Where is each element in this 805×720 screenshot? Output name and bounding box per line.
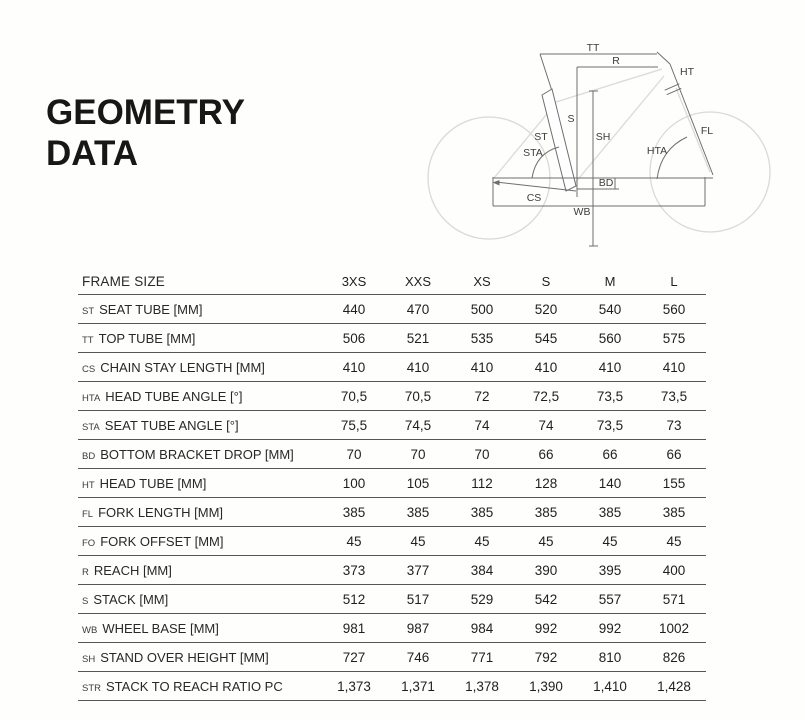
row-abbr: WB [82,624,98,636]
value-cell: 373 [342,562,366,578]
table-row [78,556,706,585]
value-cell: 410 [534,359,558,375]
value-cell: 73,5 [596,417,624,433]
value-cell: 74,5 [404,417,432,433]
s-label: S [567,113,575,125]
table-row [78,498,706,527]
row-label-cell [78,534,322,549]
value-cell: 810 [598,649,622,665]
value-cell: 410 [598,359,622,375]
row-label: SEAT TUBE ANGLE [°] [104,417,239,433]
row-label-cell [78,650,322,665]
value-cell: 535 [470,330,494,346]
st-label: ST [534,131,548,143]
hta-label: HTA [646,145,668,157]
cs-arrowhead [493,180,500,186]
value-cell: 984 [470,620,494,636]
value-cell: 529 [470,591,494,607]
value-cell: 500 [470,301,494,317]
row-label: STACK TO REACH RATIO PC [106,678,283,694]
row-abbr: HTA [82,392,101,404]
value-cell: 45 [602,533,618,549]
row-label-cell [78,389,322,404]
value-cell: 992 [534,620,558,636]
row-abbr: HT [82,479,95,491]
geometry-table [78,268,706,701]
value-cell: 410 [470,359,494,375]
value-cell: 45 [410,533,426,549]
row-label: WHEEL BASE [MM] [102,620,219,636]
row-label-cell [78,621,322,636]
value-cell: 1,371 [401,678,435,694]
row-label-cell [78,476,322,491]
page-title [46,92,245,174]
value-cell: 73 [666,417,682,433]
value-cell: 72 [474,388,490,404]
value-cell: 521 [406,330,430,346]
value-cell: 400 [662,562,686,578]
row-abbr: FL [82,508,94,520]
row-abbr: SH [82,653,96,665]
value-cell: 70 [346,446,362,462]
table-row [78,643,706,672]
value-cell: 45 [474,533,490,549]
row-label-cell [78,418,322,433]
size-header-xxs: XXS [404,273,431,289]
value-cell: 385 [662,504,686,520]
value-cell: 70 [474,446,490,462]
row-abbr: FO [82,537,96,549]
value-cell: 385 [406,504,430,520]
value-cell: 128 [534,475,558,491]
value-cell: 410 [662,359,686,375]
value-cell: 545 [534,330,558,346]
size-header-m: M [604,273,616,289]
value-cell: 70 [410,446,426,462]
value-cell: 987 [406,620,430,636]
value-cell: 66 [602,446,618,462]
value-cell: 385 [342,504,366,520]
table-row [78,672,706,701]
size-header-xs: XS [473,273,491,289]
row-abbr: ST [82,305,95,317]
value-cell: 66 [666,446,682,462]
value-cell: 73,5 [660,388,688,404]
row-label: HEAD TUBE ANGLE [°] [105,388,243,404]
value-cell: 410 [342,359,366,375]
value-cell: 470 [406,301,430,317]
row-label-cell [78,563,322,578]
value-cell: 512 [342,591,366,607]
value-cell: 575 [662,330,686,346]
table-row [78,440,706,469]
row-abbr: TT [82,334,94,346]
value-cell: 520 [534,301,558,317]
value-cell: 45 [538,533,554,549]
row-label-cell [78,592,322,607]
value-cell: 385 [598,504,622,520]
sta-label: STA [523,147,543,159]
row-label: TOP TUBE [MM] [98,330,196,346]
value-cell: 100 [342,475,366,491]
fl-label: FL [700,125,714,137]
wb-label: WB [573,206,591,218]
cs-label: CS [526,192,542,204]
value-cell: 45 [666,533,682,549]
value-cell: 540 [598,301,622,317]
table-row [78,527,706,556]
row-label-cell [78,505,322,520]
value-cell: 70,5 [404,388,432,404]
table-row [78,382,706,411]
row-abbr: STR [82,682,101,694]
value-cell: 395 [598,562,622,578]
value-cell: 70,5 [340,388,368,404]
frame-size-header: FRAME SIZE [82,273,166,289]
value-cell: 74 [538,417,554,433]
value-cell: 542 [534,591,558,607]
value-cell: 140 [598,475,622,491]
row-label-cell [78,679,322,694]
table-row [78,411,706,440]
value-cell: 384 [470,562,494,578]
value-cell: 992 [598,620,622,636]
head-tube-axis [670,64,713,175]
row-abbr: R [82,566,89,578]
row-abbr: BD [82,450,96,462]
row-label: CHAIN STAY LENGTH [MM] [100,359,265,375]
row-label-cell [78,331,322,346]
value-cell: 74 [474,417,490,433]
title-line-1: GEOMETRY [46,93,245,132]
table-header-row [78,268,706,295]
value-cell: 727 [342,649,366,665]
value-cell: 1,428 [657,678,691,694]
value-cell: 75,5 [340,417,368,433]
value-cell: 105 [406,475,430,491]
row-label-cell [78,447,322,462]
row-label: STAND OVER HEIGHT [MM] [100,649,269,665]
geometry-table-body [78,295,706,701]
row-label: FORK OFFSET [MM] [100,533,224,549]
value-cell: 385 [534,504,558,520]
value-cell: 981 [342,620,366,636]
sh-label: SH [595,131,611,143]
hta-angle-arc [657,137,687,179]
r-label: R [612,55,620,67]
value-cell: 746 [406,649,430,665]
row-abbr: CS [82,363,96,375]
value-cell: 517 [406,591,430,607]
size-header-3xs: 3XS [341,273,367,289]
value-cell: 557 [598,591,622,607]
value-cell: 1,410 [593,678,627,694]
value-cell: 45 [346,533,362,549]
ht-hatch-mark-2 [667,88,682,94]
table-row [78,585,706,614]
value-cell: 385 [470,504,494,520]
table-row [78,324,706,353]
value-cell: 826 [662,649,686,665]
bike-geometry-diagram [420,30,805,260]
value-cell: 390 [534,562,558,578]
value-cell: 66 [538,446,554,462]
table-row [78,353,706,382]
row-abbr: STA [82,421,100,433]
value-cell: 571 [662,591,686,607]
value-cell: 792 [534,649,558,665]
tt-right-tick [657,52,670,64]
seat-axis-extension [540,54,552,91]
ht-label: HT [680,66,694,78]
row-label: STACK [MM] [93,591,169,607]
table-row [78,469,706,498]
row-label-cell [78,360,322,375]
size-header-s: S [541,273,551,289]
row-abbr: S [82,595,89,607]
value-cell: 771 [470,649,494,665]
value-cell: 155 [662,475,686,491]
value-cell: 1,390 [529,678,563,694]
value-cell: 1,378 [465,678,499,694]
value-cell: 1,373 [337,678,371,694]
value-cell: 506 [342,330,366,346]
value-cell: 560 [598,330,622,346]
value-cell: 410 [406,359,430,375]
row-label: SEAT TUBE [MM] [99,301,203,317]
value-cell: 377 [406,562,430,578]
value-cell: 73,5 [596,388,624,404]
value-cell: 112 [471,475,493,491]
value-cell: 440 [342,301,366,317]
row-label: FORK LENGTH [MM] [98,504,224,520]
table-row [78,614,706,643]
bd-label: BD [598,177,614,189]
row-label-cell [78,302,322,317]
value-cell: 1002 [658,620,690,636]
value-cell: 560 [662,301,686,317]
size-header-l: L [670,273,678,289]
title-line-2: DATA [46,134,139,173]
table-row [78,295,706,324]
row-label: REACH [MM] [93,562,172,578]
value-cell: 72,5 [532,388,560,404]
row-label: BOTTOM BRACKET DROP [MM] [100,446,294,462]
row-label: HEAD TUBE [MM] [99,475,207,491]
tt-label: TT [586,42,600,54]
